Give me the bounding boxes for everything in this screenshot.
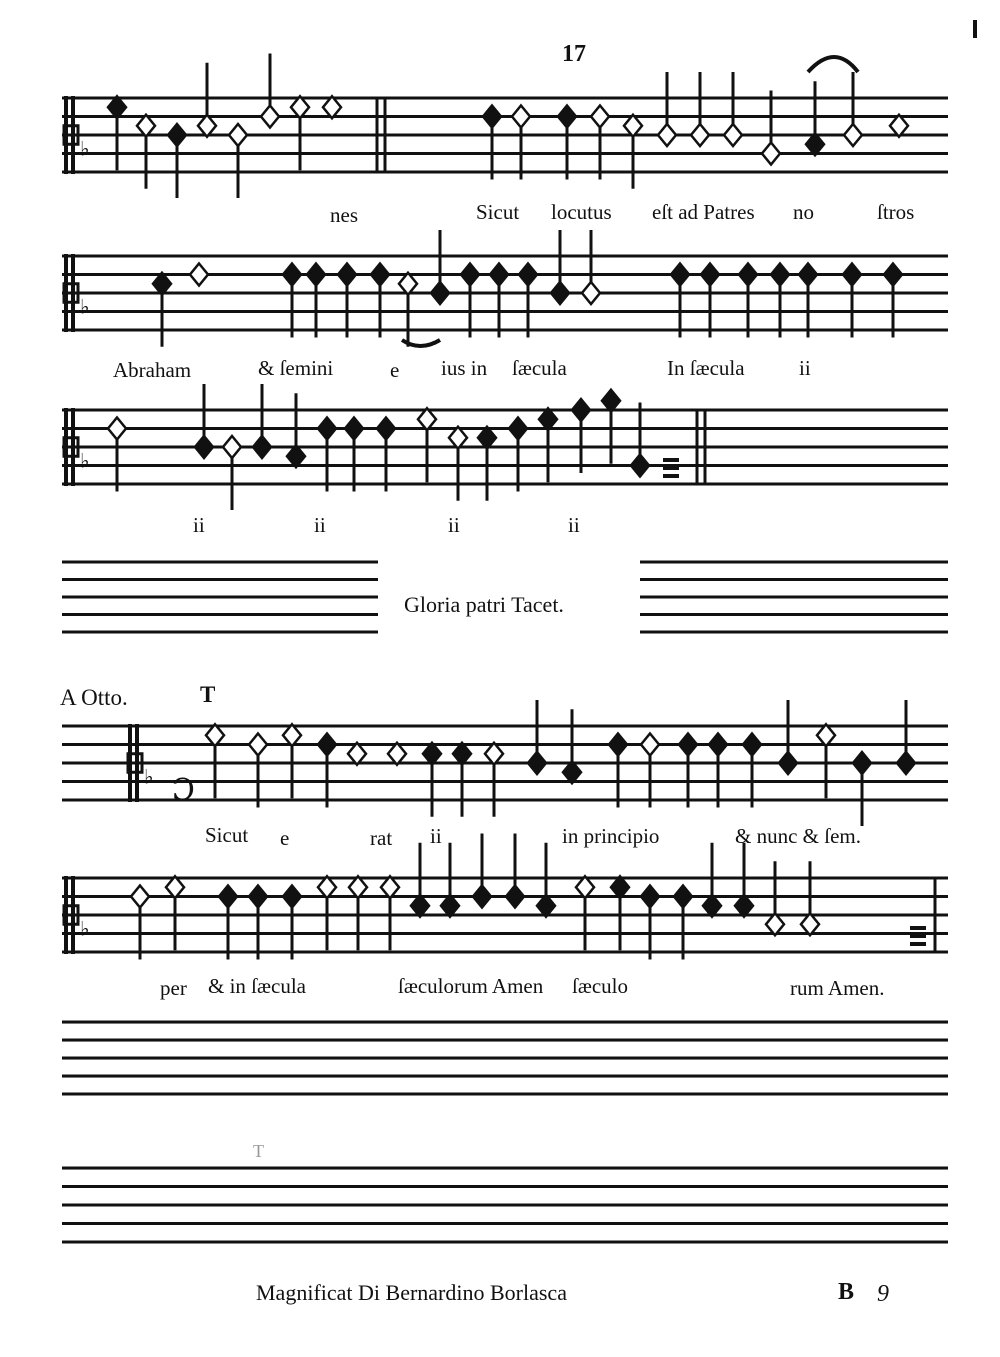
diamond-note-icon: [806, 81, 824, 155]
page-number: 17: [562, 41, 586, 67]
section-heading: A Otto.: [60, 685, 128, 710]
diamond-note-icon: [166, 876, 184, 950]
diamond-note-icon: [473, 834, 491, 908]
diamond-note-icon: [735, 843, 753, 917]
diamond-note-icon: [709, 734, 727, 808]
diamond-note-icon: [338, 264, 356, 338]
diamond-note-icon: [137, 115, 155, 189]
lyric: Sicut: [205, 823, 249, 847]
lyric: in principio: [562, 824, 660, 848]
diamond-note-icon: [671, 264, 689, 338]
diamond-note-icon: [449, 427, 467, 501]
lyric: rum Amen.: [790, 976, 885, 1000]
flat-icon: ♭: [80, 448, 90, 473]
blank-stave-mark: T: [253, 1141, 264, 1161]
diamond-note-icon: [724, 72, 742, 146]
diamond-note-icon: [779, 700, 797, 774]
diamond-note-icon: [198, 63, 216, 137]
diamond-note-icon: [679, 734, 697, 808]
lyric: ſæculo: [572, 974, 628, 998]
lyric: e: [390, 358, 400, 382]
diamond-note-icon: [519, 264, 537, 338]
diamond-note-icon: [853, 752, 871, 826]
lyric: Abraham: [113, 358, 192, 382]
diamond-note-icon: [348, 743, 366, 765]
lyric: e: [280, 826, 290, 850]
final-barline-icon: [663, 458, 679, 478]
diamond-note-icon: [371, 264, 389, 338]
diamond-note-icon: [801, 861, 819, 935]
diamond-note-icon: [229, 124, 247, 198]
lyric: ii: [799, 356, 811, 380]
diamond-note-icon: [388, 743, 406, 765]
diamond-note-icon: [318, 876, 336, 950]
diamond-note-icon: [539, 408, 557, 482]
lyric: & nunc & ſem.: [735, 824, 861, 848]
flat-icon: ♭: [80, 136, 90, 161]
diamond-note-icon: [108, 418, 126, 492]
diamond-note-icon: [399, 273, 417, 347]
diamond-note-icon: [323, 96, 341, 118]
diamond-note-icon: [131, 886, 149, 960]
diamond-note-icon: [190, 264, 208, 286]
flat-icon: ♭: [80, 294, 90, 319]
diamond-note-icon: [283, 724, 301, 798]
diamond-note-icon: [771, 264, 789, 338]
diamond-note-icon: [884, 264, 902, 338]
lyric: rat: [370, 826, 393, 850]
lyric: In ſæcula: [667, 356, 745, 380]
diamond-note-icon: [691, 72, 709, 146]
diamond-note-icon: [490, 264, 508, 338]
diamond-note-icon: [219, 886, 237, 960]
part-letter: T: [200, 682, 216, 707]
diamond-note-icon: [743, 734, 761, 808]
diamond-note-icon: [843, 264, 861, 338]
diamond-note-icon: [153, 273, 171, 347]
lyric: ii: [568, 513, 580, 537]
diamond-note-icon: [506, 834, 524, 908]
lyric: eſt ad Patres: [652, 200, 755, 224]
diamond-note-icon: [206, 724, 224, 798]
diamond-note-icon: [844, 72, 862, 146]
diamond-note-icon: [307, 264, 325, 338]
diamond-note-icon: [485, 743, 503, 817]
diamond-note-icon: [261, 54, 279, 128]
footer-signature: B: [838, 1279, 855, 1305]
diamond-note-icon: [509, 418, 527, 492]
diamond-note-icon: [253, 384, 271, 458]
diamond-note-icon: [249, 734, 267, 808]
diamond-note-icon: [537, 843, 555, 917]
lyric: ſæcula: [512, 356, 567, 380]
diamond-note-icon: [582, 230, 600, 304]
lyric: ii: [193, 513, 205, 537]
diamond-note-icon: [418, 408, 436, 482]
diamond-note-icon: [411, 843, 429, 917]
lyric: locutus: [551, 200, 612, 224]
diamond-note-icon: [431, 230, 449, 304]
diamond-note-icon: [624, 115, 642, 189]
diamond-note-icon: [441, 843, 459, 917]
diamond-note-icon: [377, 418, 395, 492]
diamond-note-icon: [739, 264, 757, 338]
diamond-note-icon: [453, 743, 471, 817]
diamond-note-icon: [461, 264, 479, 338]
diamond-note-icon: [799, 264, 817, 338]
diamond-note-icon: [609, 734, 627, 808]
diamond-note-icon: [766, 861, 784, 935]
diamond-note-icon: [551, 230, 569, 304]
lyric: & in ſæcula: [208, 974, 306, 998]
diamond-note-icon: [591, 106, 609, 180]
lyric: ſæculorum Amen: [398, 974, 544, 998]
diamond-note-icon: [318, 734, 336, 808]
lyric: & ſemini: [258, 356, 334, 380]
show-through-bleed: [62, 1023, 948, 1223]
final-barline-icon: [910, 926, 926, 946]
diamond-note-icon: [641, 734, 659, 808]
footer-page-number: 9: [877, 1281, 889, 1307]
diamond-note-icon: [703, 843, 721, 917]
diamond-note-icon: [762, 91, 780, 165]
fermata-icon: [808, 57, 858, 72]
diamond-note-icon: [701, 264, 719, 338]
diamond-note-icon: [108, 96, 126, 170]
diamond-note-icon: [195, 384, 213, 458]
diamond-note-icon: [287, 393, 305, 467]
tacet-caption: Gloria patri Tacet.: [404, 592, 564, 617]
diamond-note-icon: [890, 115, 908, 137]
diamond-note-icon: [572, 399, 590, 473]
diamond-note-icon: [817, 724, 835, 798]
diamond-note-icon: [483, 106, 501, 180]
diamond-note-icon: [897, 700, 915, 774]
diamond-note-icon: [674, 886, 692, 960]
lyric: ii: [314, 513, 326, 537]
diamond-note-icon: [563, 709, 581, 783]
diamond-note-icon: [283, 886, 301, 960]
diamond-note-icon: [602, 390, 620, 464]
lyric: no: [793, 200, 814, 224]
diamond-note-icon: [318, 418, 336, 492]
diamond-note-icon: [558, 106, 576, 180]
lyric: ius in: [441, 356, 488, 380]
flat-icon: ♭: [80, 916, 90, 941]
lyric: nes: [330, 203, 358, 227]
footer-title: Magnificat Di Bernardino Borlasca: [256, 1280, 567, 1305]
diamond-note-icon: [512, 106, 530, 180]
common-time-icon: Ɔ: [172, 773, 195, 808]
diamond-note-icon: [478, 427, 496, 501]
diamond-note-icon: [658, 72, 676, 146]
diamond-note-icon: [641, 886, 659, 960]
diamond-note-icon: [576, 876, 594, 950]
diamond-note-icon: [381, 876, 399, 950]
lyric: ii: [448, 513, 460, 537]
lyric: Sicut: [476, 200, 520, 224]
diamond-note-icon: [423, 743, 441, 817]
diamond-note-icon: [349, 876, 367, 950]
flat-icon: ♭: [144, 764, 154, 789]
diamond-note-icon: [249, 886, 267, 960]
diamond-note-icon: [283, 264, 301, 338]
diamond-note-icon: [528, 700, 546, 774]
diamond-note-icon: [345, 418, 363, 492]
diamond-note-icon: [631, 403, 649, 477]
diamond-note-icon: [611, 876, 629, 950]
lyric: ſtros: [877, 200, 915, 224]
diamond-note-icon: [291, 96, 309, 170]
diamond-note-icon: [168, 124, 186, 198]
lyric: ii: [430, 824, 442, 848]
lyric: per: [160, 976, 187, 1000]
diamond-note-icon: [223, 436, 241, 510]
